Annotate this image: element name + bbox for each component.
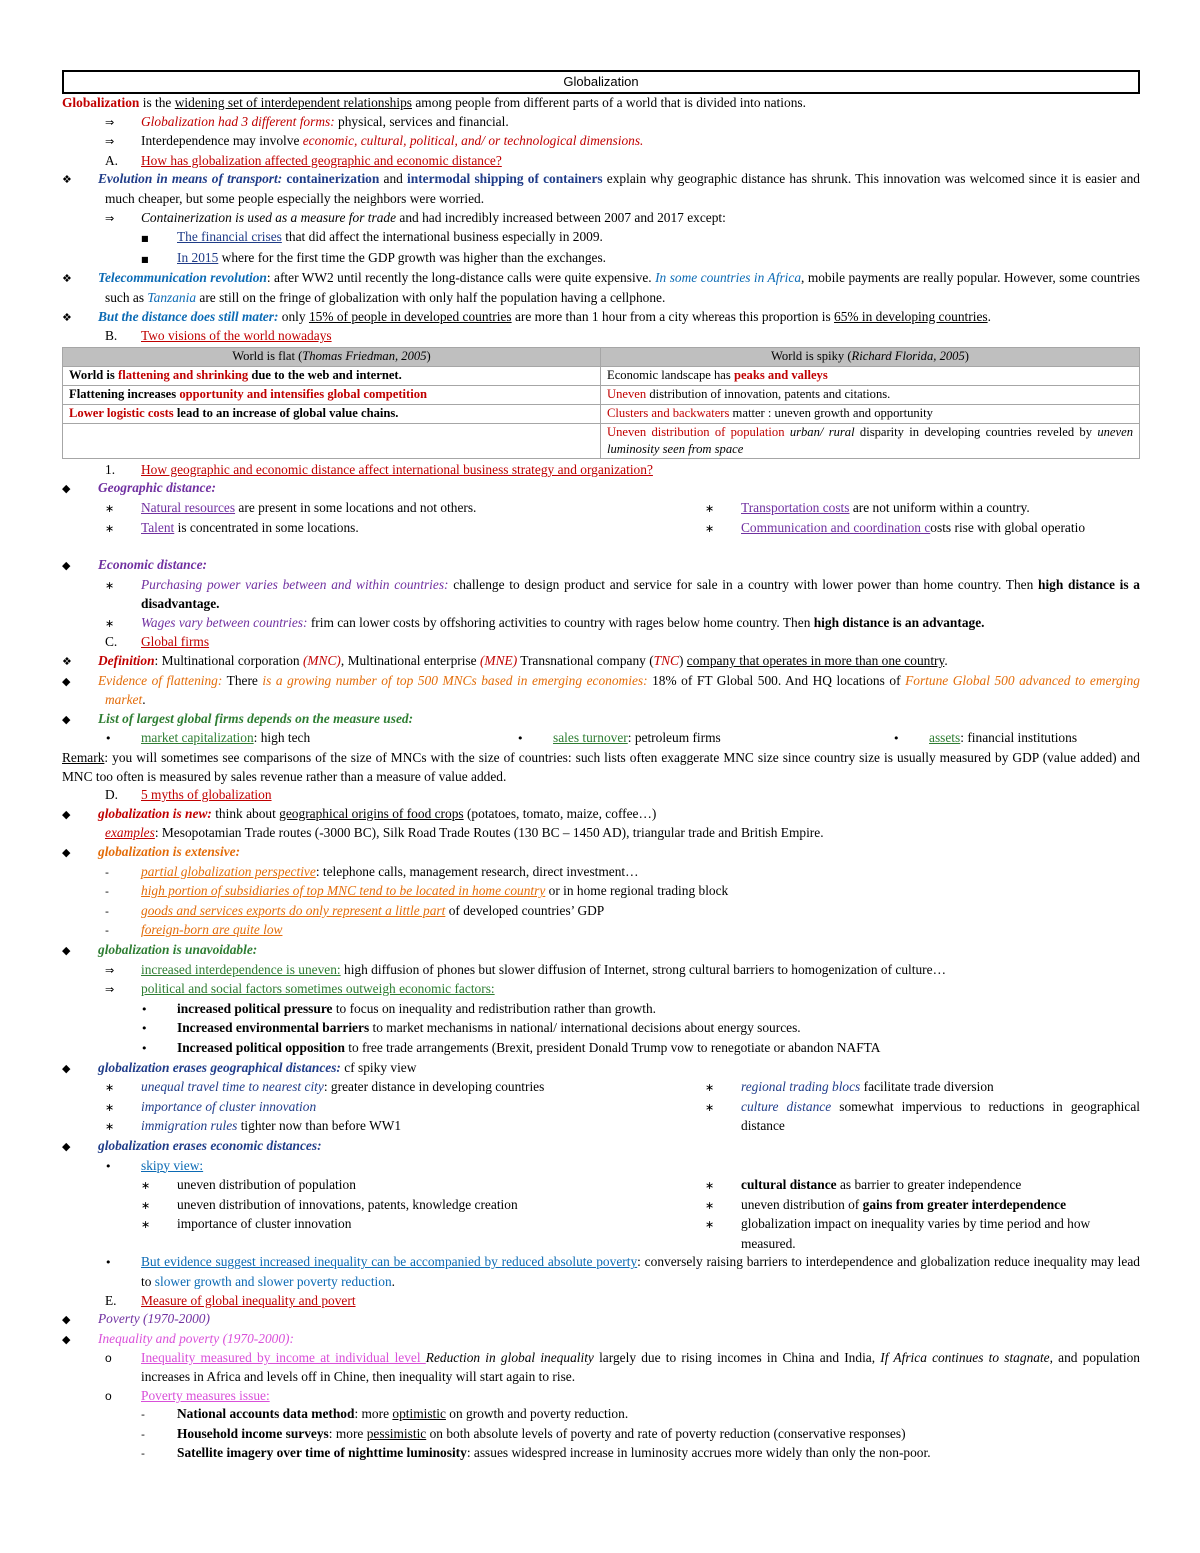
section-c-heading: C. Global firms [105, 634, 210, 650]
evidence-paragraph: • But evidence suggest increased inequality can be accompanied by reduced absolute poverty: conversely raising barriers to interdependence and globalization reduce inequality may lead to slower growth and slower poverty reduction. [105, 1254, 1140, 1290]
interdep-line: ⇒ Interdependence may involve economic, cultural, political, and/ or technological dimensions. [62, 132, 1140, 152]
diamond-bullet-icon: ❖ [62, 272, 72, 286]
table-header-row [63, 347, 1140, 366]
list-item: ⇒ increased interdependence is uneven: high diffusion of phones but slower diffusion of Internet, strong cultural barriers to homogenization of culture… [62, 961, 1140, 981]
section-e-heading: E. Measure of global inequality and povert [105, 1292, 356, 1308]
diamond-bullet-icon: ❖ [62, 173, 72, 187]
myth-unavoidable-heading: ◆ globalization is unavoidable: [62, 941, 1140, 961]
poverty-measures-item: o Poverty measures issue: [62, 1387, 1140, 1406]
poverty-heading: ◆ Poverty (1970-2000) [62, 1310, 1140, 1330]
star-bullet-icon: ∗ [105, 1120, 115, 1134]
bullet-icon: • [105, 732, 112, 746]
diamond-bullet-icon: ◆ [62, 559, 71, 573]
purchasing-power-item: ∗ Purchasing power varies between and within countries: challenge to design product and service for sale in a country with lower power than home country. Then high distance is a disadvantage. [105, 576, 1140, 612]
list-item: - partial globalization perspective: telephone calls, management research, direct investment… [105, 863, 639, 879]
bullet-icon: • [105, 1256, 112, 1270]
container-line: ⇒ Containerization is used as a measure for trade and had incredibly increased between 2007 and 2017 except: [62, 209, 1140, 229]
table-row: Lower logistic costs lead to an increase of global value chains. Clusters and backwaters matter : uneven growth and opportunity [63, 404, 1140, 423]
table-row: World is flattening and shrinking due to the web and internet. Economic landscape has peaks and valleys [63, 366, 1140, 385]
geo-erase-two-column: ∗ unequal travel time to nearest city: greater distance in developing countries ∗ importance of cluster innovation ∗ immigration rules tighter now than before WW1 ∗ regional trading blocs facilitate trade diversion ∗ culture distance somewhat impervious to reductions in geographical distance [62, 1078, 1140, 1137]
diamond-bullet-icon: ◆ [62, 712, 71, 726]
inequality-heading: ◆ Inequality and poverty (1970-2000): [62, 1330, 1140, 1350]
bullet-icon: • [517, 732, 524, 746]
diamond-bullet-icon: ❖ [62, 310, 72, 324]
diamond-bullet-icon: ◆ [62, 1061, 71, 1075]
intro-line: Globalization is the widening set of interdependent relationships among people from different parts of a world that is divided into nations. [62, 95, 806, 110]
square-bullet-icon: ■ [141, 234, 149, 244]
star-bullet-icon: ∗ [705, 1179, 715, 1193]
star-bullet-icon: ∗ [141, 1198, 151, 1212]
bullet-icon: • [105, 1159, 112, 1173]
myth-new-line: ◆ globalization is new: think about geographical origins of food crops (potatoes, tomato, maize, coffee…) [62, 805, 1140, 825]
circle-bullet-icon: o [105, 1351, 112, 1366]
star-bullet-icon: ∗ [705, 1198, 715, 1212]
star-bullet-icon: ∗ [705, 1081, 715, 1095]
year2015-line: ■ In 2015 where for the first time the GDP growth was higher than the exchanges. [62, 249, 1140, 270]
section-d-heading: D. 5 myths of globalization [105, 787, 272, 803]
list-heading: ◆ List of largest global firms depends on the measure used: [62, 710, 1140, 730]
star-bullet-icon: ∗ [705, 1100, 715, 1114]
star-bullet-icon: ∗ [105, 1081, 115, 1095]
section-b-heading: B. Two visions of the world nowadays [105, 328, 332, 344]
myth-extensive-heading: ◆ globalization is extensive: [62, 843, 1140, 863]
document-page [62, 70, 1140, 1464]
list-item: • Increased political opposition to free trade arrangements (Brexit, president Donald Trump vow to renegotiate or abandon NAFTA [62, 1039, 1140, 1059]
bullet-icon: • [141, 1041, 148, 1055]
myth-eco-heading: ◆ globalization erases economic distances: [62, 1137, 1140, 1157]
diamond-bullet-icon: ◆ [62, 1313, 71, 1327]
diamond-bullet-icon: ◆ [62, 674, 71, 688]
remark-paragraph: Remark: you will sometimes see comparisons of the size of MNCs with the size of countries: such lists often exaggerate MNC size since country size is usually measured by GDP (value added) and MNC too often is measured by sales revenue rather than a measure of value added. [62, 750, 1140, 784]
star-bullet-icon: ∗ [705, 521, 715, 535]
bullet-icon: • [893, 732, 900, 746]
header-flat: World is flat (Thomas Friedman, 2005) [63, 347, 601, 366]
world-comparison-table [62, 347, 1140, 459]
star-bullet-icon: ∗ [105, 1100, 115, 1114]
list-item: - National accounts data method: more optimistic on growth and poverty reduction. [141, 1406, 629, 1422]
list-item: - Satellite imagery over time of nighttime luminosity: assues widespred increase in luminosity accrues more widely than only the non-poor. [141, 1445, 931, 1461]
diamond-bullet-icon: ◆ [62, 1139, 71, 1153]
diamond-bullet-icon: ◆ [62, 1332, 71, 1346]
star-bullet-icon: ∗ [105, 578, 115, 592]
crises-line: ■ The financial crises that did affect the international business especially in 2009. [62, 228, 1140, 249]
square-bullet-icon: ■ [141, 254, 149, 264]
flattening-paragraph: ◆ Evidence of flattening: There is a growing number of top 500 MNCs based in emerging economies: 18% of FT Global 500. And HQ locations of Fortune Global 500 advanced to emerging market. [62, 672, 1140, 708]
myth-geo-heading: ◆ globalization erases geographical distances: cf spiky view [62, 1059, 1140, 1079]
geo-two-column: ∗ Natural resources are present in some locations and not others. ∗ Talent is concentrated in some locations. ∗ Transportation costs are not uniform within a country. ∗ Communication and coordination costs rise with global operatio [62, 499, 1140, 538]
geo-heading: ◆ Geographic distance: [62, 479, 1140, 499]
star-bullet-icon: ∗ [105, 501, 115, 515]
forms-line: ⇒ Globalization had 3 different forms: physical, services and financial. [62, 113, 1140, 133]
list-item: - Household income surveys: more pessimistic on both absolute levels of poverty and rate of poverty reduction (conservative responses) [141, 1425, 906, 1441]
star-bullet-icon: ∗ [105, 616, 115, 630]
star-bullet-icon: ∗ [105, 521, 115, 535]
arrow-icon: ⇒ [105, 963, 115, 977]
arrow-icon: ⇒ [105, 983, 115, 997]
list-item: ⇒ political and social factors sometimes outweigh economic factors: [62, 980, 1140, 1000]
diamond-bullet-icon: ◆ [62, 807, 71, 821]
section-a-heading: A. How has globalization affected geographic and economic distance? [105, 152, 502, 168]
diamond-bullet-icon: ❖ [62, 655, 72, 669]
examples-line: examples: Mesopotamian Trade routes (-3000 BC), Silk Road Trade Routes (130 BC – 1450 AD), triangular trade and British Empire. [105, 825, 824, 841]
telecom-paragraph: ❖ Telecommunication revolution: after WW2 until recently the long-distance calls were quite expensive. In some countries in Africa, mobile payments are really popular. However, some countries such as Tanzania are still on the fringe of globalization with only half the population having a cellphone. [62, 270, 1141, 305]
section-1-heading: 1. How geographic and economic distance affect international business strategy and organization? [105, 461, 653, 477]
list-item: • Increased environmental barriers to market mechanisms in national/ international decisions about energy sources. [62, 1019, 1140, 1039]
star-bullet-icon: ∗ [141, 1179, 151, 1193]
eco-erase-two-column: ∗ uneven distribution of population ∗ uneven distribution of innovations, patents, knowledge creation ∗ importance of cluster innovation ∗ cultural distance as barrier to greater independence ∗ uneven distribution of gains from greater interdependence ∗ globalization impact on inequality varies by time period and how measured. [141, 1177, 1091, 1251]
list-item: - goods and services exports do only represent a little part of developed countries’ GDP [105, 902, 605, 918]
diamond-bullet-icon: ◆ [62, 846, 71, 859]
circle-bullet-icon: o [105, 1388, 112, 1403]
eco-heading: ◆ Economic distance: [62, 556, 1140, 576]
table-row: Uneven distribution of population urban/ rural disparity in developing countries reveled by uneven luminosity seen from space [63, 423, 1140, 458]
arrow-icon: ⇒ [105, 115, 115, 129]
star-bullet-icon: ∗ [705, 501, 715, 515]
list-item: - foreign-born are quite low [105, 922, 283, 938]
list-item: • increased political pressure to focus on inequality and redistribution rather than growth. [62, 1000, 1140, 1020]
arrow-icon: ⇒ [105, 135, 115, 149]
star-bullet-icon: ∗ [705, 1218, 715, 1232]
spiky-view-line: • skipy view: [62, 1157, 1140, 1177]
definition-line: ❖ Definition: Multinational corporation (MNC), Multinational enterprise (MNE) Transnational company (TNC) company that operates in more than one country. [62, 652, 1140, 672]
list-three-column: • market capitalization: high tech • sales turnover: petroleum firms • assets: financial institutions [62, 729, 1140, 749]
header-spiky: World is spiky (Richard Florida, 2005) [601, 347, 1140, 366]
diamond-bullet-icon: ◆ [62, 943, 71, 957]
table-row: Flattening increases opportunity and intensifies global competition Uneven distribution of innovation, patents and citations. [63, 385, 1140, 404]
inequality-item: o Inequality measured by income at individual level Reduction in global inequality largely due to rising incomes in China and India, If Africa continues to stagnate, and population increases in Africa and levels off in Chine, then inequality will start again to rise. [105, 1350, 1140, 1385]
list-item: - high portion of subsidiaries of top MNC tend to be located in home country or in home regional trading block [105, 883, 729, 899]
wages-item: ∗ Wages vary between countries: frim can lower costs by offshoring activities to country with rages below home country. Then high distance is an advantage. [62, 614, 1140, 634]
diamond-bullet-icon: ◆ [62, 482, 71, 496]
transport-paragraph: ❖ Evolution in means of transport: containerization and intermodal shipping of containers explain why geographic distance has shrunk. This innovation was welcomed since it is easier and much cheaper, but some people especially the neighbors were worried. [62, 171, 1140, 206]
star-bullet-icon: ∗ [141, 1218, 151, 1232]
bullet-icon: • [141, 1022, 148, 1036]
document-title: Globalization [62, 70, 1140, 94]
bullet-icon: • [141, 1002, 148, 1016]
distance-paragraph: ❖ But the distance does still mater: only 15% of people in developed countries are more than 1 hour from a city whereas this proportion is 65% in developing countries. [62, 308, 1140, 328]
arrow-icon: ⇒ [105, 211, 115, 225]
